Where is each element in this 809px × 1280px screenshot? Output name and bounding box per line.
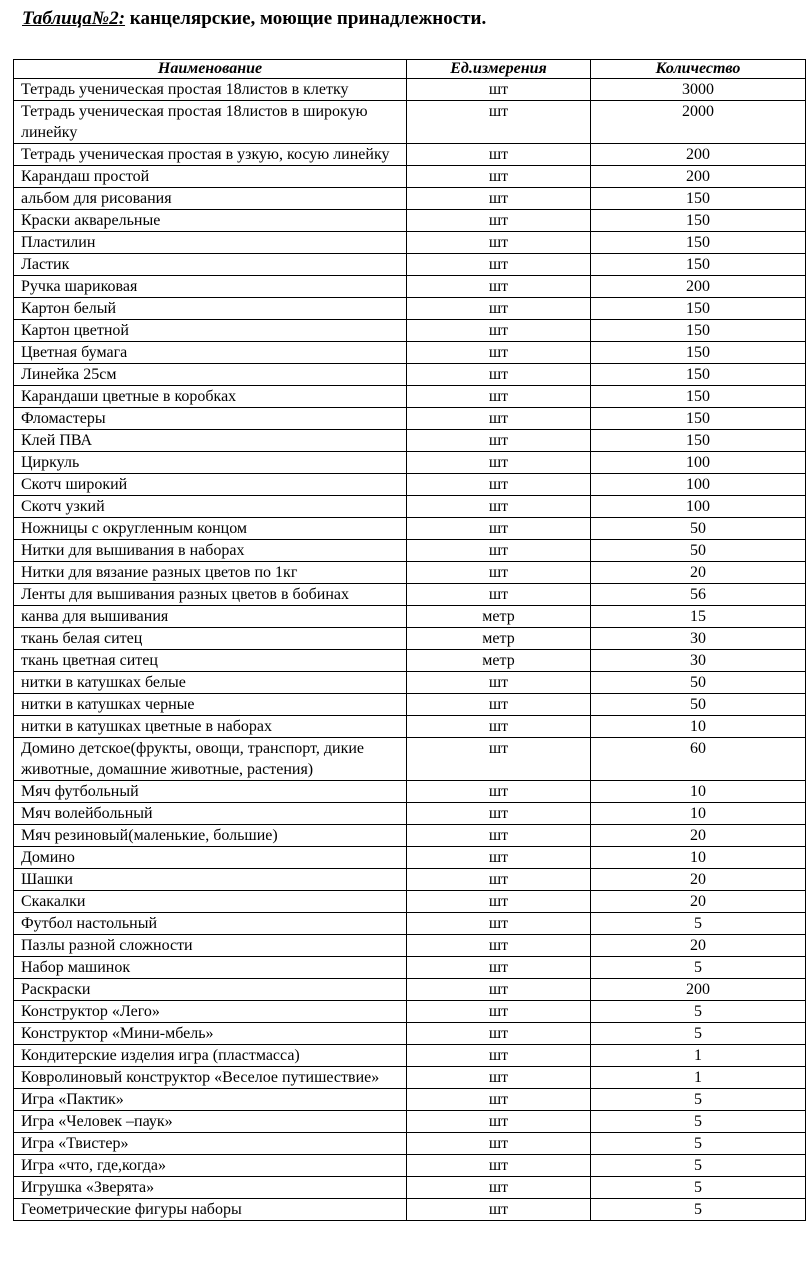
cell-name: Конструктор «Мини-мбель»	[14, 1023, 407, 1045]
cell-name: Кондитерские изделия игра (пластмасса)	[14, 1045, 407, 1067]
cell-unit: метр	[407, 628, 591, 650]
cell-quantity: 15	[591, 606, 806, 628]
cell-name: Домино	[14, 847, 407, 869]
cell-unit: шт	[407, 452, 591, 474]
cell-quantity: 200	[591, 166, 806, 188]
cell-quantity: 5	[591, 1111, 806, 1133]
cell-name: Пластилин	[14, 232, 407, 254]
cell-name: Картон цветной	[14, 320, 407, 342]
cell-name: Нитки для вязание разных цветов по 1кг	[14, 562, 407, 584]
cell-unit: шт	[407, 342, 591, 364]
cell-unit: шт	[407, 672, 591, 694]
cell-quantity: 2000	[591, 101, 806, 144]
cell-name: нитки в катушках белые	[14, 672, 407, 694]
cell-unit: шт	[407, 474, 591, 496]
table-row	[14, 276, 806, 298]
cell-quantity: 3000	[591, 79, 806, 101]
cell-name: Мяч волейбольный	[14, 803, 407, 825]
table-body	[14, 79, 806, 1221]
cell-unit: шт	[407, 891, 591, 913]
cell-name: Игра «Пактик»	[14, 1089, 407, 1111]
cell-unit: шт	[407, 518, 591, 540]
header-quantity: Количество	[591, 60, 806, 79]
table-row	[14, 913, 806, 935]
cell-quantity: 20	[591, 825, 806, 847]
table-row	[14, 891, 806, 913]
cell-name: Тетрадь ученическая простая 18листов в широкую линейку	[14, 101, 407, 144]
cell-quantity: 5	[591, 1177, 806, 1199]
cell-quantity: 150	[591, 320, 806, 342]
cell-quantity: 10	[591, 803, 806, 825]
cell-quantity: 50	[591, 672, 806, 694]
cell-quantity: 150	[591, 298, 806, 320]
table-row	[14, 979, 806, 1001]
cell-quantity: 50	[591, 540, 806, 562]
cell-quantity: 150	[591, 364, 806, 386]
cell-unit: шт	[407, 276, 591, 298]
cell-name: Мяч футбольный	[14, 781, 407, 803]
table-row	[14, 79, 806, 101]
table-row	[14, 628, 806, 650]
cell-unit: шт	[407, 101, 591, 144]
header-name: Наименование	[14, 60, 407, 79]
cell-name: Скакалки	[14, 891, 407, 913]
table-row	[14, 452, 806, 474]
cell-unit: шт	[407, 79, 591, 101]
cell-unit: шт	[407, 210, 591, 232]
cell-name: Игра «Человек –паук»	[14, 1111, 407, 1133]
cell-quantity: 50	[591, 694, 806, 716]
table-row	[14, 298, 806, 320]
table-row	[14, 474, 806, 496]
table-row	[14, 738, 806, 781]
table-row	[14, 386, 806, 408]
table-row	[14, 1045, 806, 1067]
header-unit: Ед.измерения	[407, 60, 591, 79]
cell-quantity: 5	[591, 1089, 806, 1111]
table-row	[14, 496, 806, 518]
cell-unit: шт	[407, 254, 591, 276]
table-row	[14, 1133, 806, 1155]
cell-unit: шт	[407, 1111, 591, 1133]
cell-quantity: 5	[591, 913, 806, 935]
cell-name: Ковролиновый конструктор «Веселое путишествие»	[14, 1067, 407, 1089]
cell-unit: метр	[407, 606, 591, 628]
cell-unit: шт	[407, 364, 591, 386]
cell-quantity: 1	[591, 1067, 806, 1089]
cell-name: Игра «Твистер»	[14, 1133, 407, 1155]
cell-name: Клей ПВА	[14, 430, 407, 452]
table-row	[14, 1001, 806, 1023]
cell-unit: шт	[407, 188, 591, 210]
cell-unit: шт	[407, 1089, 591, 1111]
cell-quantity: 150	[591, 408, 806, 430]
cell-unit: шт	[407, 1133, 591, 1155]
table-title-text: канцелярские, моющие принадлежности.	[125, 8, 487, 29]
cell-name: Домино детское(фрукты, овощи, транспорт, дикие животные, домашние животные, растения)	[14, 738, 407, 781]
cell-unit: шт	[407, 825, 591, 847]
table-row	[14, 584, 806, 606]
cell-quantity: 150	[591, 210, 806, 232]
cell-name: ткань белая ситец	[14, 628, 407, 650]
cell-unit: шт	[407, 562, 591, 584]
table-row	[14, 562, 806, 584]
cell-name: Нитки для вышивания в наборах	[14, 540, 407, 562]
cell-quantity: 10	[591, 716, 806, 738]
cell-name: канва для вышивания	[14, 606, 407, 628]
cell-quantity: 100	[591, 452, 806, 474]
cell-quantity: 30	[591, 650, 806, 672]
cell-unit: шт	[407, 957, 591, 979]
table-header-row	[14, 60, 806, 79]
cell-quantity: 5	[591, 1155, 806, 1177]
table-row	[14, 1089, 806, 1111]
table-row	[14, 210, 806, 232]
cell-quantity: 1	[591, 1045, 806, 1067]
cell-unit: шт	[407, 320, 591, 342]
cell-unit: шт	[407, 1199, 591, 1221]
table-row	[14, 166, 806, 188]
cell-unit: шт	[407, 584, 591, 606]
cell-name: Фломастеры	[14, 408, 407, 430]
table-row	[14, 364, 806, 386]
cell-name: Ластик	[14, 254, 407, 276]
cell-name: Шашки	[14, 869, 407, 891]
cell-unit: шт	[407, 430, 591, 452]
cell-name: нитки в катушках цветные в наборах	[14, 716, 407, 738]
cell-name: Тетрадь ученическая простая 18листов в клетку	[14, 79, 407, 101]
cell-quantity: 200	[591, 979, 806, 1001]
cell-unit: шт	[407, 1045, 591, 1067]
cell-quantity: 150	[591, 254, 806, 276]
table-row	[14, 101, 806, 144]
table-row	[14, 254, 806, 276]
cell-quantity: 200	[591, 144, 806, 166]
cell-quantity: 200	[591, 276, 806, 298]
table-row	[14, 781, 806, 803]
table-row	[14, 1155, 806, 1177]
cell-quantity: 20	[591, 891, 806, 913]
cell-unit: шт	[407, 1023, 591, 1045]
table-row	[14, 957, 806, 979]
cell-quantity: 100	[591, 496, 806, 518]
cell-unit: шт	[407, 935, 591, 957]
table-row	[14, 825, 806, 847]
table-row	[14, 869, 806, 891]
cell-unit: шт	[407, 803, 591, 825]
cell-quantity: 10	[591, 781, 806, 803]
cell-quantity: 50	[591, 518, 806, 540]
cell-name: Ленты для вышивания разных цветов в бобинах	[14, 584, 407, 606]
cell-name: Конструктор «Лего»	[14, 1001, 407, 1023]
cell-unit: шт	[407, 869, 591, 891]
cell-name: Пазлы разной сложности	[14, 935, 407, 957]
cell-unit: шт	[407, 298, 591, 320]
cell-name: Геометрические фигуры наборы	[14, 1199, 407, 1221]
table-row	[14, 650, 806, 672]
table-row	[14, 1177, 806, 1199]
cell-quantity: 60	[591, 738, 806, 781]
cell-name: альбом для рисования	[14, 188, 407, 210]
cell-quantity: 20	[591, 869, 806, 891]
table-title-label: Таблица№2:	[22, 8, 126, 29]
cell-unit: шт	[407, 979, 591, 1001]
cell-quantity: 30	[591, 628, 806, 650]
table-row	[14, 320, 806, 342]
table-row	[14, 430, 806, 452]
cell-quantity: 5	[591, 1001, 806, 1023]
cell-name: Раскраски	[14, 979, 407, 1001]
cell-name: Ручка шариковая	[14, 276, 407, 298]
cell-name: Тетрадь ученическая простая в узкую, косую линейку	[14, 144, 407, 166]
cell-quantity: 150	[591, 430, 806, 452]
cell-unit: шт	[407, 540, 591, 562]
table-row	[14, 935, 806, 957]
cell-unit: шт	[407, 408, 591, 430]
cell-unit: шт	[407, 847, 591, 869]
cell-quantity: 150	[591, 188, 806, 210]
cell-name: Цветная бумага	[14, 342, 407, 364]
cell-unit: шт	[407, 1067, 591, 1089]
cell-name: Скотч узкий	[14, 496, 407, 518]
cell-unit: шт	[407, 694, 591, 716]
table-row	[14, 694, 806, 716]
table-row	[14, 1023, 806, 1045]
cell-quantity: 10	[591, 847, 806, 869]
cell-unit: шт	[407, 781, 591, 803]
cell-name: Игрушка «Зверята»	[14, 1177, 407, 1199]
table-row	[14, 1199, 806, 1221]
cell-unit: шт	[407, 1001, 591, 1023]
cell-quantity: 5	[591, 1023, 806, 1045]
cell-name: Краски акварельные	[14, 210, 407, 232]
table-row	[14, 188, 806, 210]
cell-quantity: 150	[591, 342, 806, 364]
cell-unit: шт	[407, 913, 591, 935]
cell-unit: шт	[407, 232, 591, 254]
cell-quantity: 5	[591, 1199, 806, 1221]
table-row	[14, 716, 806, 738]
table-row	[14, 408, 806, 430]
table-row	[14, 803, 806, 825]
table-row	[14, 1111, 806, 1133]
table-row	[14, 540, 806, 562]
cell-name: Карандаши цветные в коробках	[14, 386, 407, 408]
cell-unit: шт	[407, 496, 591, 518]
table-row	[14, 847, 806, 869]
cell-name: Циркуль	[14, 452, 407, 474]
table-row	[14, 518, 806, 540]
cell-name: Футбол настольный	[14, 913, 407, 935]
cell-unit: шт	[407, 738, 591, 781]
table-row	[14, 672, 806, 694]
cell-quantity: 56	[591, 584, 806, 606]
cell-name: Набор машинок	[14, 957, 407, 979]
cell-name: Мяч резиновый(маленькие, большие)	[14, 825, 407, 847]
cell-name: ткань цветная ситец	[14, 650, 407, 672]
table-row	[14, 1067, 806, 1089]
cell-unit: шт	[407, 1155, 591, 1177]
cell-quantity: 5	[591, 957, 806, 979]
cell-name: Картон белый	[14, 298, 407, 320]
cell-quantity: 20	[591, 935, 806, 957]
cell-quantity: 20	[591, 562, 806, 584]
table-row	[14, 144, 806, 166]
table-row	[14, 342, 806, 364]
cell-name: Скотч широкий	[14, 474, 407, 496]
cell-unit: шт	[407, 1177, 591, 1199]
cell-name: Ножницы с округленным концом	[14, 518, 407, 540]
table-title	[22, 8, 486, 30]
cell-quantity: 150	[591, 232, 806, 254]
cell-unit: шт	[407, 144, 591, 166]
cell-name: нитки в катушках черные	[14, 694, 407, 716]
cell-unit: шт	[407, 716, 591, 738]
cell-name: Карандаш простой	[14, 166, 407, 188]
cell-name: Линейка 25см	[14, 364, 407, 386]
supplies-table	[13, 59, 806, 1221]
cell-name: Игра «что, где,когда»	[14, 1155, 407, 1177]
table-row	[14, 606, 806, 628]
cell-unit: шт	[407, 386, 591, 408]
cell-unit: метр	[407, 650, 591, 672]
cell-quantity: 5	[591, 1133, 806, 1155]
cell-quantity: 100	[591, 474, 806, 496]
cell-quantity: 150	[591, 386, 806, 408]
table-row	[14, 232, 806, 254]
cell-unit: шт	[407, 166, 591, 188]
